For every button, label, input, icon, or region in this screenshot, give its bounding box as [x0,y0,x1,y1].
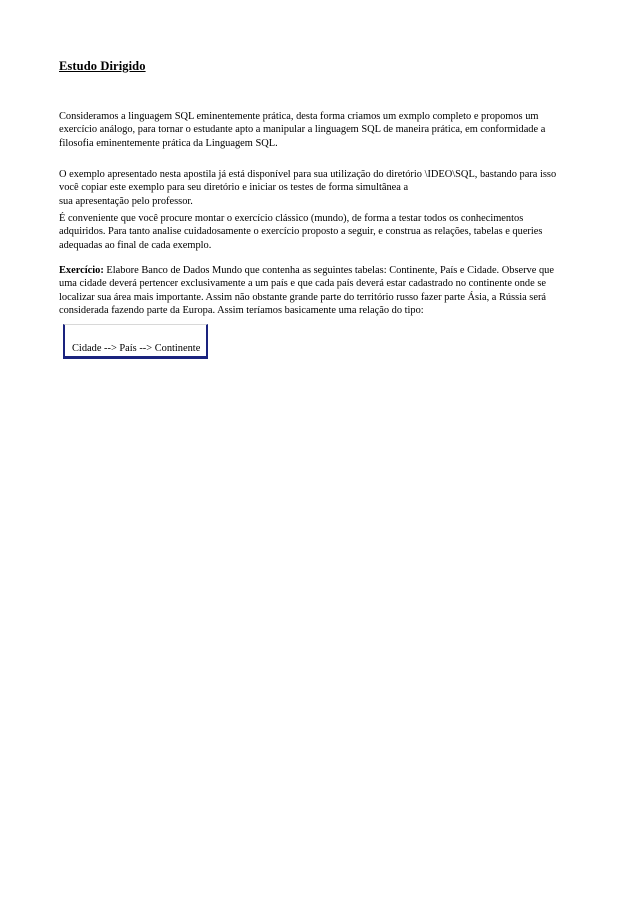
relation-text: Cidade --> País --> Continente [72,343,201,354]
paragraph-line: O exemplo apresentado nesta apostila já está disponível para sua utilização do diretório \IDEO\SQL, bastando para isso [59,169,557,180]
exercise-label: Exercício: [59,265,104,276]
relation-diagram-box [63,324,208,359]
paragraph-line: filosofia eminentemente prática da Linguagem SQL. [59,137,278,149]
example-paragraph [59,168,589,208]
paragraph-line: considerada fazendo parte da Europa. Assim teríamos basicamente uma relação do tipo: [59,305,424,317]
exercise-first-line: Elabore Banco de Dados Mundo que contenha as seguintes tabelas: Continente, País e Cidade. Observe que [103,265,554,276]
paragraph-line: adquiridos. Para tanto analise cuidadosamente o exercício proposto a seguir, e construa as relações, tabelas e queries [59,226,543,238]
paragraph-line: Consideramos a linguagem SQL eminentemente prática, desta forma criamos um exmplo completo e propomos um [59,111,539,122]
paragraph-line [59,264,589,277]
document-title: Estudo Dirigido [59,59,146,73]
recommendation-paragraph [59,212,589,252]
paragraph-line: sua apresentação pelo professor. [59,195,193,207]
paragraph-line: É conveniente que você procure montar o exercício clássico (mundo), de forma a testar todos os conhecimentos [59,213,524,224]
paragraph-line: uma cidade deverá pertencer exclusivamente a um país e que cada país deverá estar cadastrado no continente onde se [59,278,546,290]
paragraph-line: localizar sua área mais importante. Assim não obstante grande parte do território russo fazer parte Ásia, a Rússia será [59,291,547,303]
paragraph-line: adequadas ao final de cada exemplo. [59,239,212,251]
exercise-paragraph [59,264,589,318]
intro-paragraph [59,110,589,150]
paragraph-line: você copiar este exemplo para seu diretório e iniciar os testes de forma simultânea a [59,182,409,194]
paragraph-line: exercício análogo, para tornar o estudante apto a manipular a linguagem SQL de maneira prática, em conformidade a [59,124,546,136]
